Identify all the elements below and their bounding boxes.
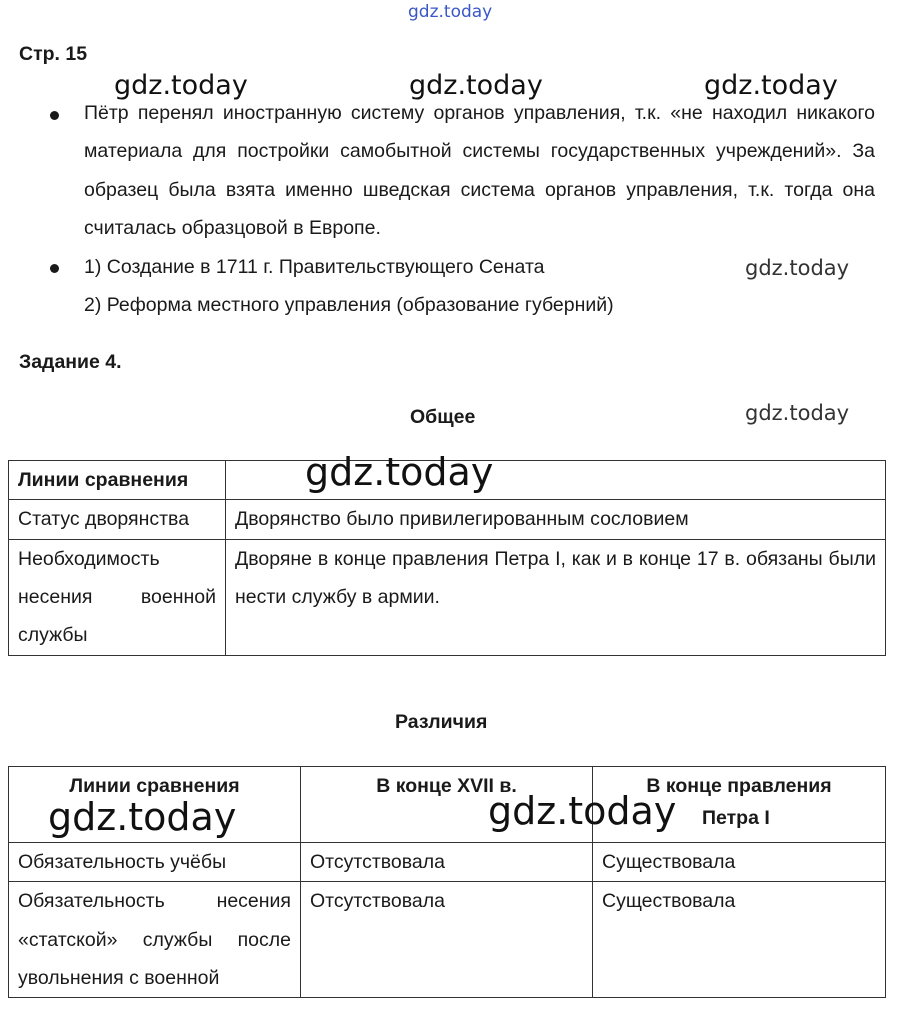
table-cell: Дворяне в конце правления Петра I, как и в конце 17 в. обязаны были нести службу в армии.	[226, 539, 886, 655]
watermark: gdz.today	[114, 70, 248, 101]
table-row	[9, 500, 886, 539]
table-row	[9, 539, 886, 655]
page-label: Стр. 15	[19, 43, 88, 65]
bullet-dot	[50, 111, 59, 120]
bullet-dot	[50, 264, 59, 273]
watermark: gdz.today	[488, 789, 677, 833]
watermark: gdz.today	[409, 70, 543, 101]
table-cell: Обязательность несения «статской» службы после увольнения с военной	[9, 882, 301, 998]
bullet-text: 2) Реформа местного управления (образование губерний)	[84, 294, 614, 316]
table-cell: Дворянство было привилегированным сословием	[226, 500, 886, 539]
table-header-cell: В конце правления	[593, 767, 886, 843]
table-cell: Статус дворянства	[9, 500, 226, 539]
table-cell: Необходимость несения военной службы	[9, 539, 226, 655]
header-continuation: Петра I	[702, 807, 770, 829]
watermark: gdz.today	[48, 795, 237, 839]
watermark: gdz.today	[704, 70, 838, 101]
table-cell: Существовала	[593, 882, 886, 998]
table-header-cell: Линии сравнения	[9, 461, 226, 500]
bullet-text: Пётр перенял иностранную систему органов управления, т.к. «не находил никакого материала для постройки самобытной системы государственных учреждений». За образец была взята именно шведская система органов управления, т.к. тогда она считалась образцовой в Европе.	[84, 102, 875, 239]
table-row	[9, 882, 886, 998]
watermark-top: gdz.today	[408, 2, 493, 22]
table-row	[9, 843, 886, 882]
table-cell: Отсутствовала	[301, 843, 593, 882]
table-cell: Отсутствовала	[301, 882, 593, 998]
watermark: gdz.today	[745, 401, 850, 425]
watermark: gdz.today	[745, 256, 850, 280]
table-header-cell: В конце XVII в.	[301, 767, 593, 843]
table-cell: Существовала	[593, 843, 886, 882]
table-cell: Обязательность учёбы	[9, 843, 301, 882]
section-title-differences: Различия	[395, 711, 488, 733]
watermark: gdz.today	[305, 450, 494, 494]
table-header-cell: Линии сравнения	[9, 767, 301, 843]
bullet-text: 1) Создание в 1711 г. Правительствующего Сената	[84, 256, 545, 278]
section-title-common: Общее	[410, 406, 476, 428]
task-label: Задание 4.	[19, 351, 122, 373]
